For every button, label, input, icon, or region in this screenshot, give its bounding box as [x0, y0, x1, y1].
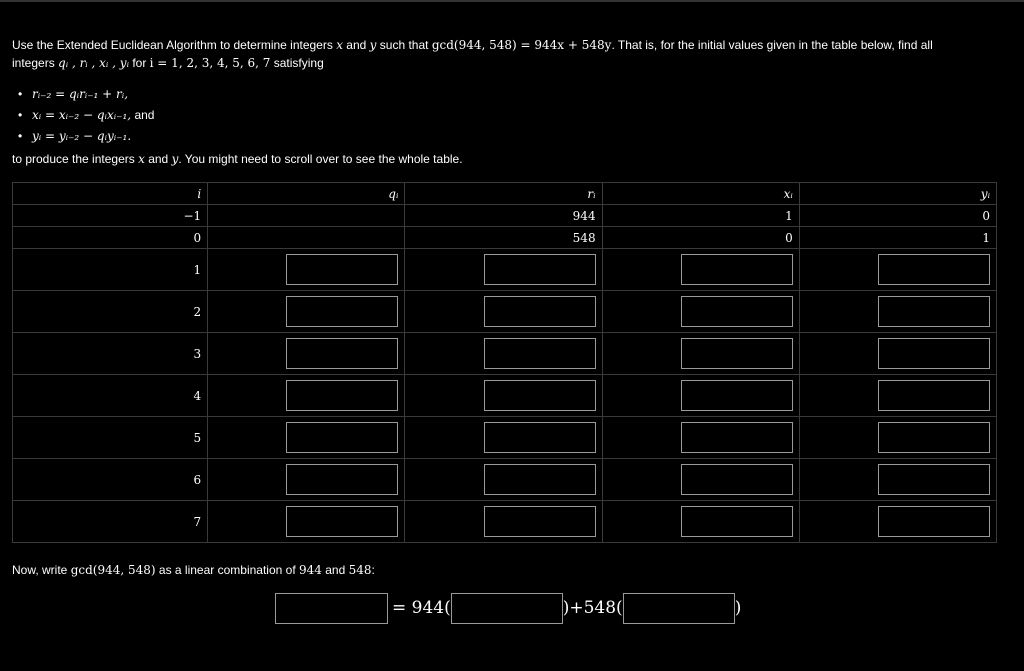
rule-r: • rᵢ₋₂ = qᵢrᵢ₋₁ + rᵢ,: [18, 86, 154, 107]
cell-r: 944: [405, 205, 602, 227]
cell-i: −1: [13, 205, 208, 227]
cell-i: 2: [13, 291, 208, 333]
cell-i: 0: [13, 227, 208, 249]
euclid-table: [12, 182, 997, 543]
x-input[interactable]: [681, 296, 793, 327]
recurrence-rules: [18, 86, 154, 149]
prompt-text: Use the Extended Euclidean Algorithm to determine integers: [12, 38, 337, 52]
header-y: yᵢ: [799, 183, 996, 205]
y-input[interactable]: [878, 338, 990, 369]
table-row: [13, 205, 997, 227]
table-row: [13, 291, 997, 333]
table-row: [13, 249, 997, 291]
cell-i: 7: [13, 501, 208, 543]
r-input[interactable]: [484, 422, 596, 453]
y-input[interactable]: [878, 254, 990, 285]
x-input[interactable]: [681, 254, 793, 285]
cell-i: 6: [13, 459, 208, 501]
q-input[interactable]: [286, 254, 398, 285]
q-input[interactable]: [286, 422, 398, 453]
q-input[interactable]: [286, 296, 398, 327]
x-coefficient-input[interactable]: [451, 593, 563, 624]
cell-y: 0: [799, 205, 996, 227]
table-header-row: [13, 183, 997, 205]
equation-text: ): [734, 598, 742, 618]
var-x: x: [336, 38, 343, 52]
rule-x: • xᵢ = xᵢ₋₂ − qᵢxᵢ₋₁, and: [18, 107, 154, 128]
prompt-text: such that: [376, 38, 432, 52]
x-input[interactable]: [681, 380, 793, 411]
r-input[interactable]: [484, 380, 596, 411]
cell-i: 3: [13, 333, 208, 375]
table-row: [13, 501, 997, 543]
r-input[interactable]: [484, 464, 596, 495]
x-input[interactable]: [681, 506, 793, 537]
y-input[interactable]: [878, 464, 990, 495]
prompt-text: satisfying: [270, 56, 324, 70]
header-q: qᵢ: [208, 183, 405, 205]
table-row: [13, 459, 997, 501]
x-input[interactable]: [681, 338, 793, 369]
cell-x: 1: [602, 205, 799, 227]
r-input[interactable]: [484, 296, 596, 327]
y-coefficient-input[interactable]: [623, 593, 735, 624]
header-r: rᵢ: [405, 183, 602, 205]
cell-i: 5: [13, 417, 208, 459]
cell-i: 1: [13, 249, 208, 291]
y-input[interactable]: [878, 506, 990, 537]
header-i: i: [13, 183, 208, 205]
gcd-equation: gcd(944, 548) = 944x + 548y: [431, 38, 612, 52]
table-row: [13, 227, 997, 249]
q-input[interactable]: [286, 464, 398, 495]
variables-list: qᵢ , rᵢ , xᵢ , yᵢ: [58, 56, 129, 70]
top-border: [0, 0, 1024, 2]
rule-y: • yᵢ = yᵢ₋₂ − qᵢyᵢ₋₁.: [18, 128, 154, 149]
linear-combination-equation: [275, 592, 741, 624]
var-y: y: [369, 38, 377, 52]
gcd-answer-input[interactable]: [275, 593, 388, 624]
prompt-text: . That is, for the initial values given in the table below, find all: [611, 38, 933, 52]
var-y: y: [171, 152, 179, 166]
y-input[interactable]: [878, 380, 990, 411]
x-input[interactable]: [681, 422, 793, 453]
x-input[interactable]: [681, 464, 793, 495]
r-input[interactable]: [484, 506, 596, 537]
prompt-text: for: [128, 56, 150, 70]
var-x: x: [138, 152, 145, 166]
equation-text: )+548(: [562, 598, 623, 618]
linear-combination-prompt: Now, write gcd(944, 548) as a linear combination of 944 and 548:: [12, 563, 375, 577]
y-input[interactable]: [878, 296, 990, 327]
q-input[interactable]: [286, 338, 398, 369]
q-input[interactable]: [286, 506, 398, 537]
instruction-text: to produce the integers x and y. You might need to scroll over to see the whole table.: [12, 152, 463, 166]
prompt-text: integers: [12, 56, 59, 70]
gcd-expression: gcd(944, 548): [70, 563, 156, 577]
cell-q: [208, 205, 405, 227]
cell-i: 4: [13, 375, 208, 417]
equation-text: = 944(: [392, 598, 451, 618]
cell-q: [208, 227, 405, 249]
table-row: [13, 333, 997, 375]
r-input[interactable]: [484, 254, 596, 285]
table-row: [13, 375, 997, 417]
question-prompt: [12, 36, 1012, 72]
q-input[interactable]: [286, 380, 398, 411]
cell-x: 0: [602, 227, 799, 249]
cell-y: 1: [799, 227, 996, 249]
index-range: i = 1, 2, 3, 4, 5, 6, 7: [149, 56, 271, 70]
table-row: [13, 417, 997, 459]
y-input[interactable]: [878, 422, 990, 453]
prompt-text: and: [342, 38, 370, 52]
header-x: xᵢ: [602, 183, 799, 205]
r-input[interactable]: [484, 338, 596, 369]
cell-r: 548: [405, 227, 602, 249]
